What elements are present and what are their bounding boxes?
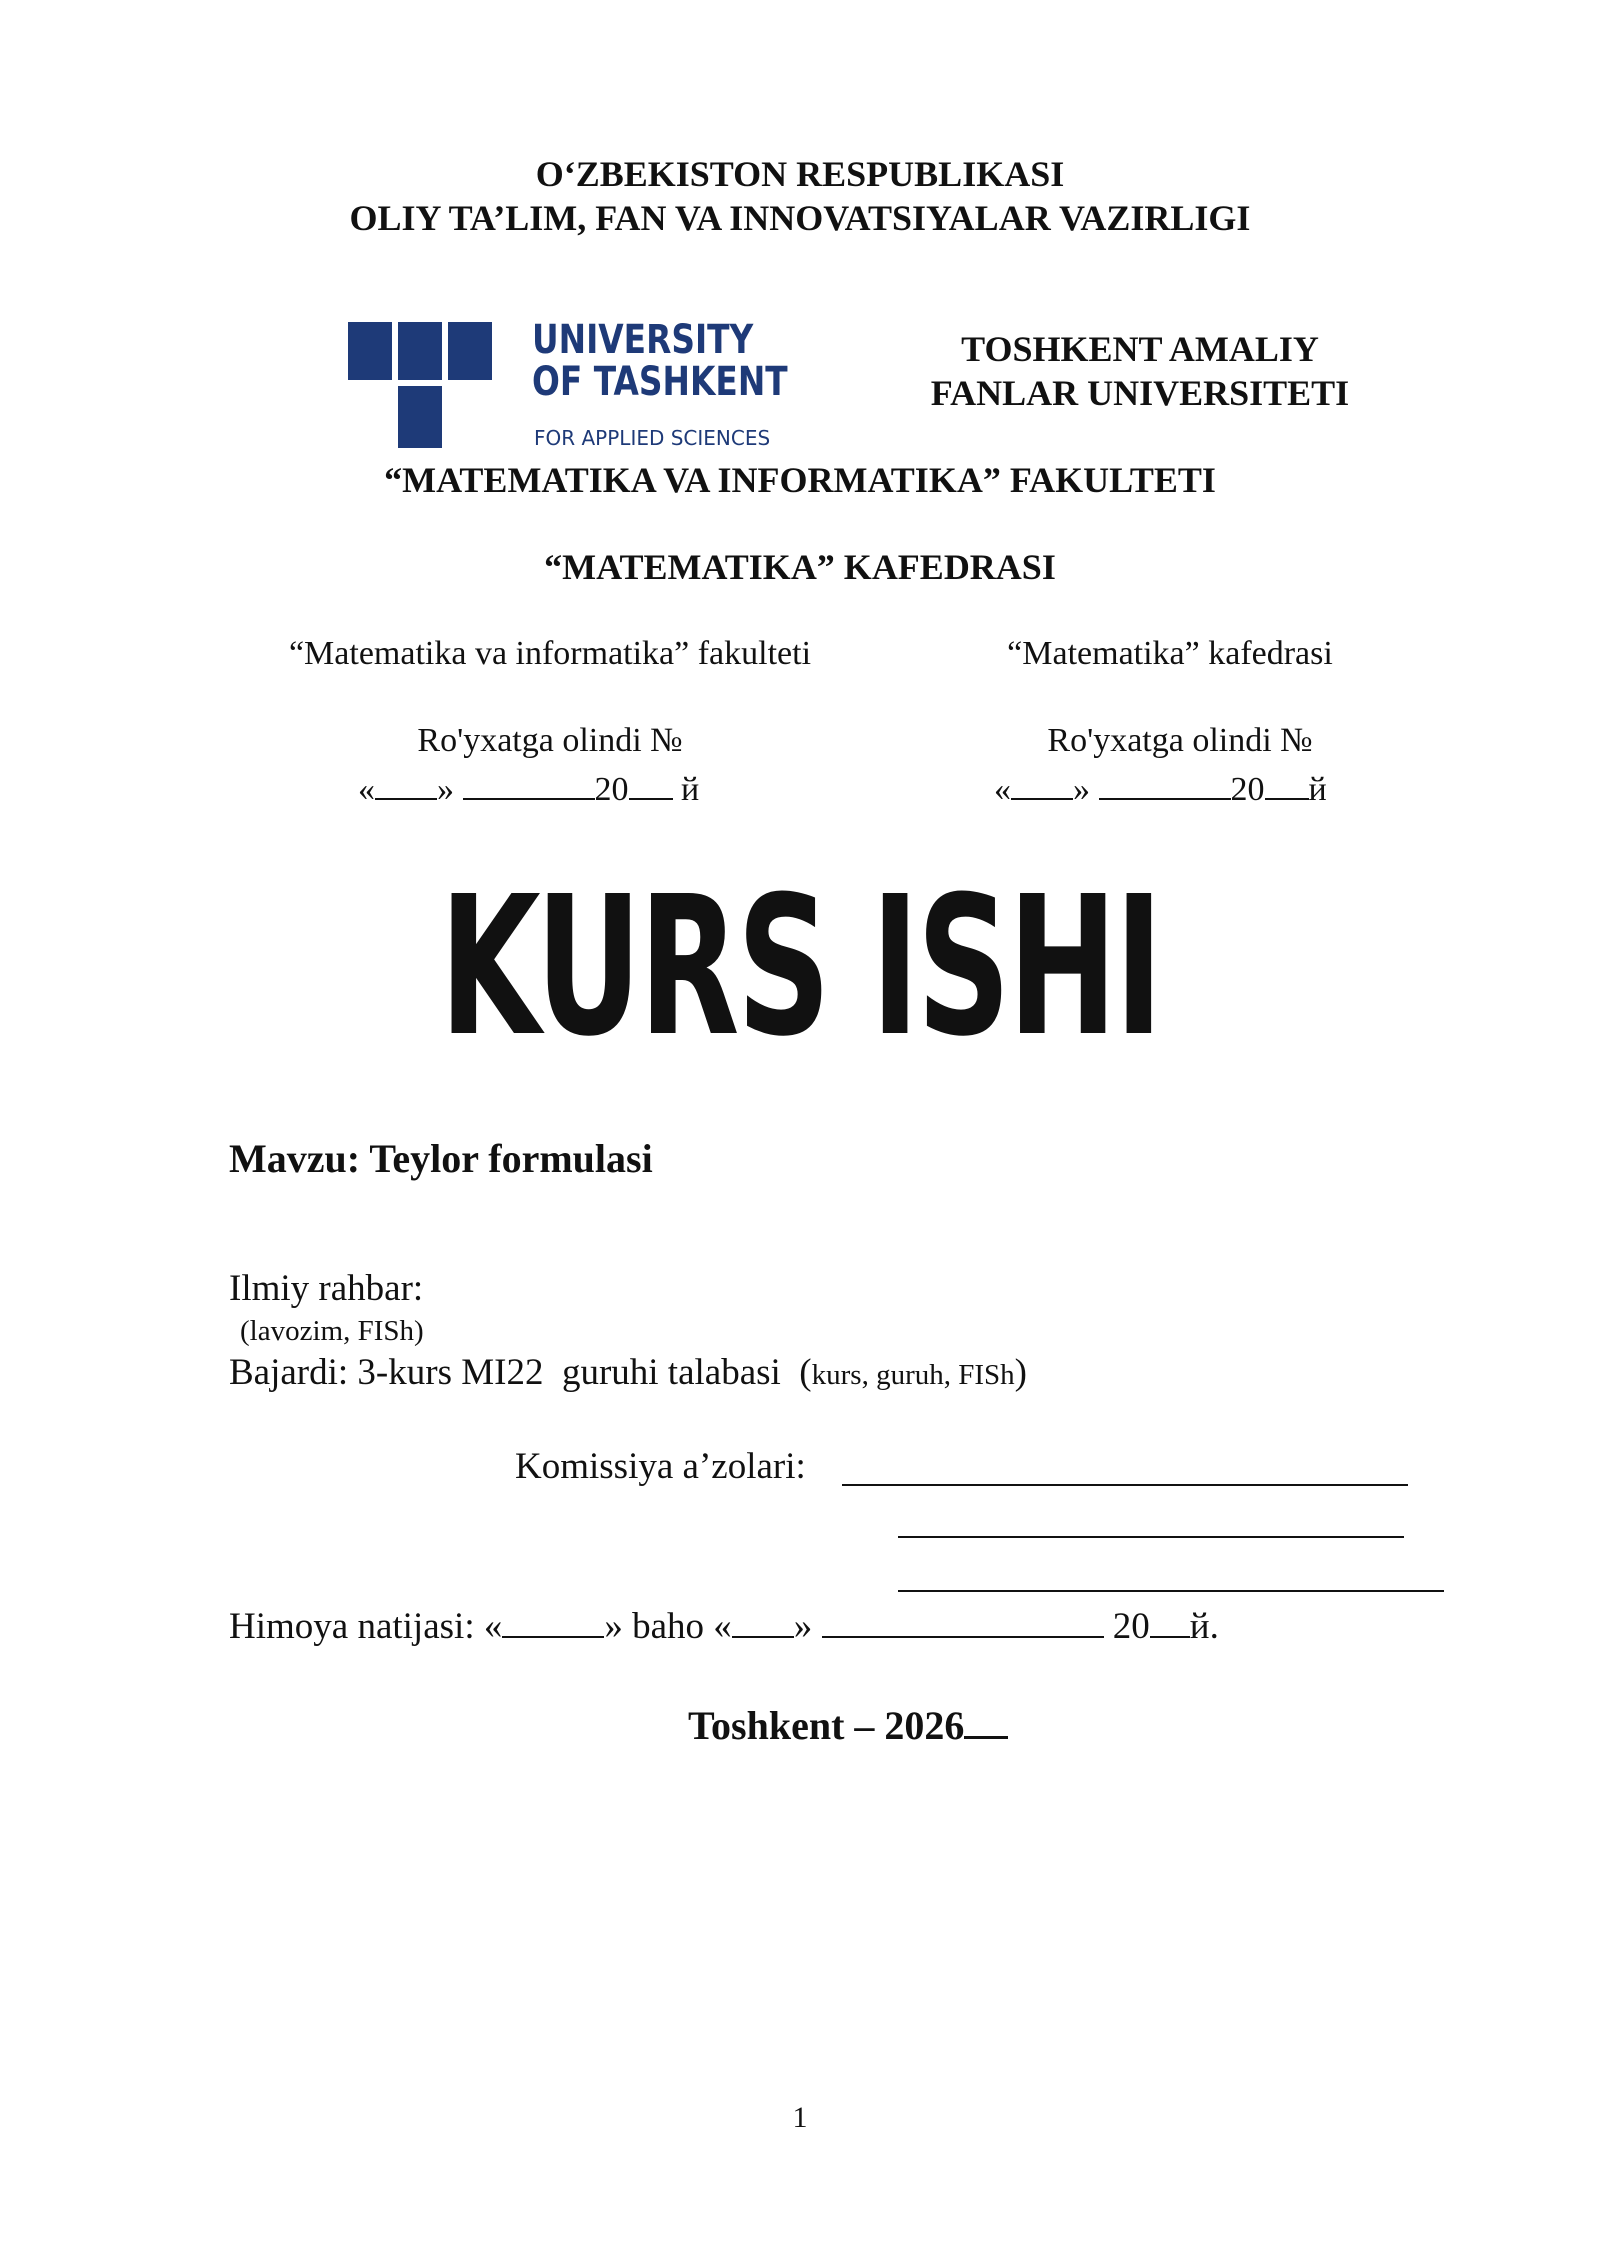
- commission-line-1: [842, 1484, 1408, 1486]
- department-title: “MATEMATIKA” KAFEDRASI: [544, 547, 1056, 587]
- logo-text-of-tashkent: OF TASHKENT: [532, 359, 788, 405]
- date-open-quote: «: [994, 771, 1011, 808]
- university-line-2: FANLAR UNIVERSITETI: [930, 373, 1350, 413]
- defense-mid-1: » baho «: [604, 1606, 732, 1647]
- header-line-2: OLIY TA’LIM, FAN VA INNOVATSIYALAR VAZIRLIGI: [349, 198, 1251, 238]
- registration-right-title: “Matematika” kafedrasi: [1007, 635, 1333, 672]
- date-suffix: й: [681, 771, 700, 808]
- city-year-text: Toshkent – 2026: [688, 1703, 965, 1748]
- student-line: [229, 1350, 1027, 1398]
- student-close: ): [1014, 1352, 1027, 1393]
- defense-suffix: й.: [1189, 1606, 1219, 1647]
- logo-block-1: [348, 322, 392, 380]
- date-close-quote: »: [437, 771, 454, 808]
- commission-line-2: [898, 1536, 1404, 1538]
- commission-label: Komissiya a’zolari:: [515, 1446, 806, 1487]
- university-name: [880, 327, 1400, 415]
- registration-left-date: [358, 768, 699, 811]
- commission-line-3: [898, 1590, 1444, 1592]
- header-line-1: O‘ZBEKISTON RESPUBLIKASI: [535, 154, 1065, 194]
- faculty-title: “MATEMATIKA VA INFORMATIKA” FAKULTETI: [384, 460, 1216, 500]
- logo-block-2: [398, 322, 442, 380]
- registration-right-label: Ro'yxatga olindi №: [1047, 722, 1313, 759]
- logo-text-applied-sciences: FOR APPLIED SCIENCES: [534, 426, 771, 450]
- date-open-quote: «: [358, 771, 375, 808]
- supervisor-label: Ilmiy rahbar:: [229, 1268, 424, 1309]
- university-line-1: TOSHKENT AMALIY: [961, 329, 1319, 369]
- date-year: 20: [1230, 771, 1265, 808]
- supervisor-hint: (lavozim, FISh): [240, 1315, 424, 1347]
- logo-text-university: UNIVERSITY: [532, 317, 754, 363]
- logo-block-4: [398, 386, 442, 448]
- document-title: KURS ISHI: [439, 856, 1161, 1079]
- university-logo: [348, 317, 788, 454]
- logo-block-3: [448, 322, 492, 380]
- topic: Mavzu: Teylor formulasi: [229, 1136, 653, 1181]
- student-hint: kurs, guruh, FISh: [811, 1359, 1015, 1391]
- date-suffix: й: [1308, 771, 1327, 808]
- defense-result: [229, 1604, 1219, 1650]
- ministry-header: [0, 152, 1600, 240]
- city-year: [688, 1700, 1008, 1750]
- student-text: Bajardi: 3-kurs MI22 guruhi talabasi (: [229, 1352, 812, 1393]
- registration-left-label: Ro'yxatga olindi №: [417, 722, 683, 759]
- defense-year: 20: [1112, 1606, 1150, 1647]
- document-title-wrap: [0, 856, 1600, 1079]
- registration-left-title: “Matematika va informatika” fakulteti: [288, 635, 812, 672]
- registration-right-date: [994, 768, 1327, 811]
- defense-label: Himoya natijasi: «: [229, 1606, 503, 1647]
- date-year: 20: [594, 771, 629, 808]
- defense-mid-2: »: [793, 1606, 813, 1647]
- date-close-quote: »: [1073, 771, 1090, 808]
- page-number: 1: [792, 2101, 808, 2134]
